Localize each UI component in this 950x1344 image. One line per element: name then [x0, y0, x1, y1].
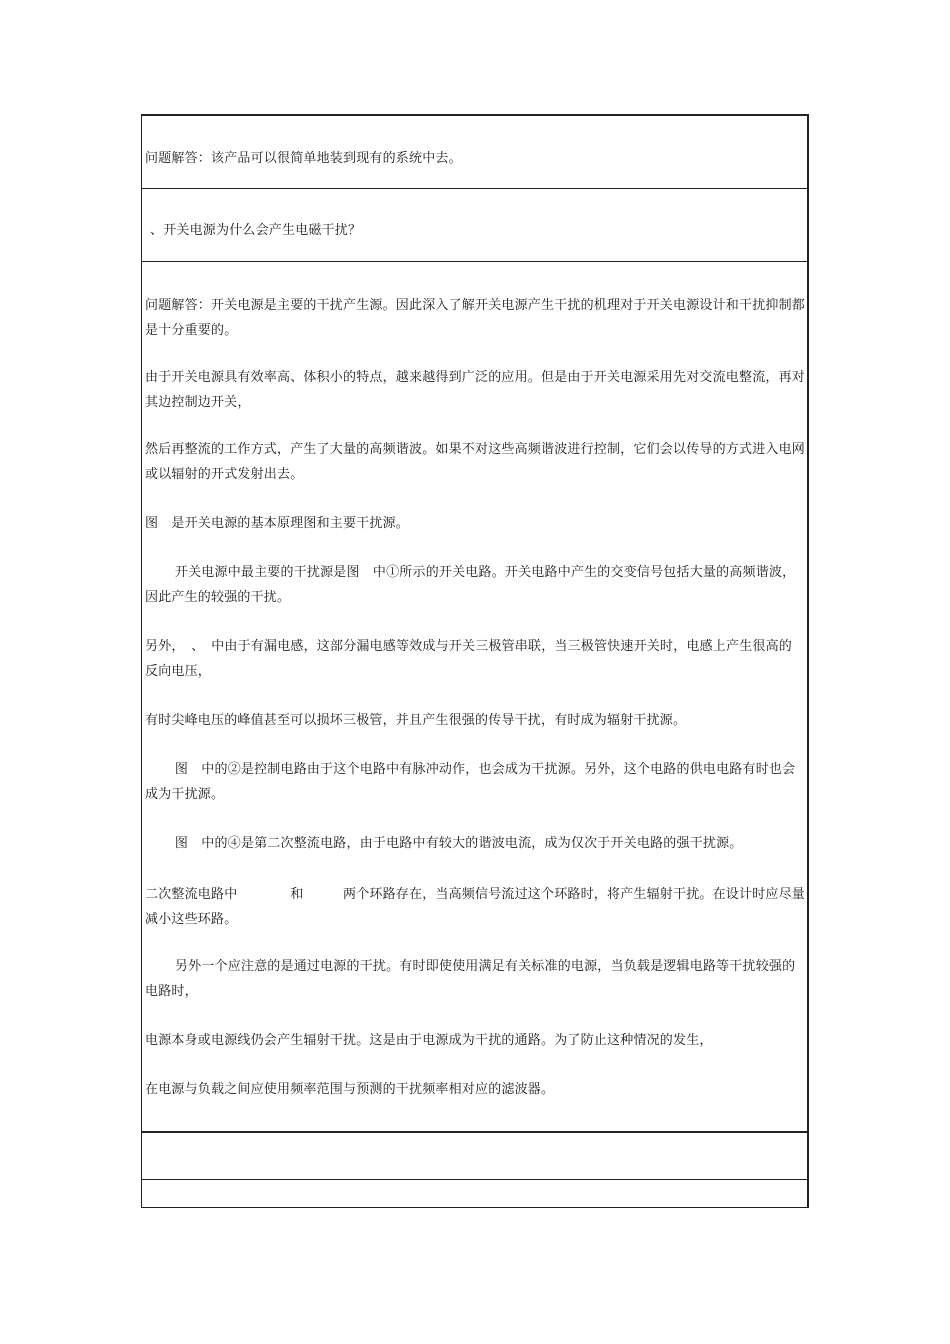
document-table — [141, 114, 809, 1208]
paragraph: 图 中的②是控制电路由于这个电路中有脉冲动作，也会成为干扰源。另外，这个电路的供电电路有时也会成为干扰源。 — [145, 762, 796, 802]
paragraph: 电源本身或电源线仍会产生辐射干扰。这是由于电源成为干扰的通路。为了防止这种情况的发生， — [145, 1033, 713, 1048]
paragraph: 另外， 、 中由于有漏电感，这部分漏电感等效成与开关三极管串联，当三极管快速开关时，电感上产生很高的反向电压， — [145, 639, 793, 679]
paragraph: 二次整流电路中 和 两个环路存在，当高频信号流过这个环路时，将产生辐射干扰。在设计时应尽量减小这些环路。 — [145, 887, 806, 927]
table-row — [142, 1180, 807, 1207]
paragraph: 在电源与负载之间应使用频率范围与预测的干扰频率相对应的滤波器。 — [145, 1082, 555, 1097]
paragraph: 问题解答：开关电源是主要的干扰产生源。因此深入了解开关电源产生干扰的机理对于开关电源设计和干扰抑制都是十分重要的。 — [145, 298, 806, 338]
paragraph: 图 是开关电源的基本原理图和主要干扰源。 — [145, 516, 410, 531]
table-row — [142, 116, 807, 189]
table-row — [142, 189, 807, 262]
paragraph: 有时尖峰电压的峰值甚至可以损坏三极管，并且产生很强的传导干扰，有时成为辐射干扰源。 — [145, 713, 687, 728]
paragraph: 另外一个应注意的是通过电源的干扰。有时即使使用满足有关标准的电源，当负载是逻辑电路等干扰较强的电路时， — [145, 959, 796, 999]
paragraph: 然后再整流的工作方式，产生了大量的高频谐波。如果不对这些高频谐波进行控制，它们会以传导的方式进入电网或以辐射的开式发射出去。 — [145, 442, 806, 482]
paragraph: 由于开关电源具有效率高、体积小的特点，越来越得到广泛的应用。但是由于开关电源采用先对交流电整流，再对其边控制边开关， — [145, 370, 806, 410]
paragraph: 开关电源中最主要的干扰源是图 中①所示的开关电路。开关电路中产生的交变信号包括大量的高频谐波，因此产生的较强的干扰。 — [145, 565, 796, 605]
question-heading: 、开关电源为什么会产生电磁干扰？ — [150, 223, 362, 238]
answer-text: 问题解答：该产品可以很简单地装到现有的系统中去。 — [145, 151, 462, 166]
table-row — [142, 262, 807, 1133]
table-row — [142, 1133, 807, 1180]
paragraph: 图 中的④是第二次整流电路，由于电路中有较大的谐波电流，成为仅次于开关电路的强干扰源。 — [174, 836, 743, 851]
